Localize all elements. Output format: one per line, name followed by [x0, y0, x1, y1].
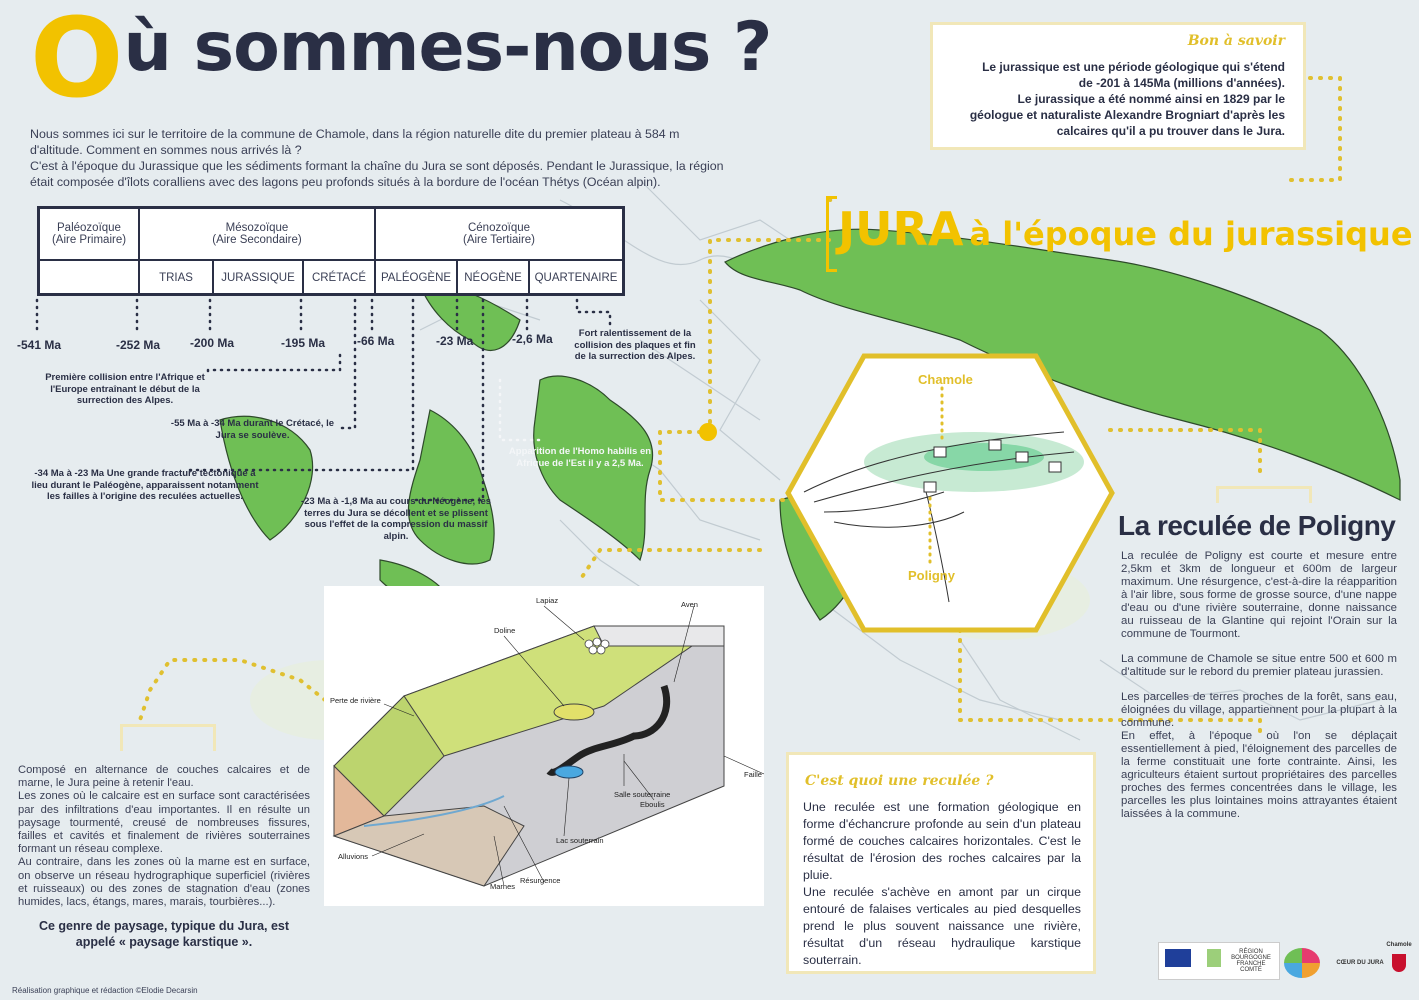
note-cretace: -55 Ma à -34 Ma durant le Crétacé, le Jura se soulève.: [170, 418, 335, 441]
ma-label: -2,6 Ma: [512, 332, 553, 346]
title-rest: ù sommes-nous ?: [123, 8, 772, 87]
bon-line: calcaires qu'il a pu trouver dans le Jura.: [1056, 124, 1285, 138]
period-jurassique: JURASSIQUE: [214, 259, 304, 293]
jura-bracket: [826, 196, 837, 272]
diagram-label-doline: Doline: [494, 626, 516, 635]
note-homo-habilis: Apparition de l'Homo habilis en Afrique de l'Est il y a 2,5 Ma.: [508, 446, 652, 469]
geologic-timeline: [37, 206, 625, 296]
period-empty: [40, 259, 140, 293]
jura-heading-small: à l'époque du jurassique: [969, 215, 1413, 253]
era-name: Mésozoïque: [225, 222, 289, 234]
karst-diagram: [324, 586, 764, 906]
diagram-label-lapiaz: Lapiaz: [536, 596, 559, 605]
region-logo-text: RÉGION BOURGOGNE FRANCHE COMTÉ: [1231, 949, 1271, 973]
note-fracture: -34 Ma à -23 Ma Une grande fracture tectonique a lieu durant le Paléogène, apparaissent notamment les failles à l'origine des reculées actuelles.: [31, 468, 259, 502]
bon-line: Le jurassique a été nommé ainsi en 1829 par le: [1017, 92, 1285, 106]
era-name: Paléozoïque: [57, 222, 121, 234]
diagram-label-resurgence: Résurgence: [520, 876, 561, 885]
karst-paragraph: Les zones où le calcaire est en surface sont caractérisées par des infiltrations d'eau importantes. Il en résulte un paysage tourmenté, creusé de nombreuses fissures, failles et cavités et finalement de rivières souterraines formant un réseau complexe.: [18, 790, 310, 856]
diagram-label-aven: Aven: [681, 600, 698, 609]
credit-line: Réalisation graphique et rédaction ©Elodie Decarsin: [12, 986, 198, 995]
diagram-label-lac: Lac souterrain: [556, 836, 604, 845]
era-cenozoic: [376, 209, 622, 259]
note-premiere-collision: Première collision entre l'Afrique et l'Europe entraînant le début de la surrection des Alpes.: [45, 372, 205, 406]
intro-text: [30, 126, 810, 190]
chamole-logo-label: Chamole: [1386, 942, 1412, 948]
diagram-label-marnes: Marnes: [490, 882, 516, 891]
karst-bracket: [120, 724, 216, 751]
leaf-icon: [1207, 949, 1221, 967]
coeur-jura-heart-icon: [1284, 948, 1320, 978]
ma-label: -200 Ma: [190, 336, 235, 350]
intro-line: Nous sommes ici sur le territoire de la commune de Chamole, dans la région naturelle dite du premier plateau à 584 m: [30, 127, 680, 141]
ma-label: -23 Ma: [436, 334, 474, 348]
ma-label: -252 Ma: [116, 338, 161, 352]
bon-line: de -201 à 145Ma (millions d'années).: [1078, 76, 1285, 90]
era-sub: (Aire Secondaire): [212, 234, 302, 246]
period-quartenaire: QUARTENAIRE: [530, 259, 622, 293]
ma-label: -541 Ma: [17, 338, 62, 352]
period-paleogene: PALÉOGÈNE: [376, 259, 458, 293]
intro-line: d'altitude. Comment en sommes nous arrivés là ?: [30, 143, 302, 157]
karst-paragraph: Composé en alternance de couches calcaires et de marne, le Jura peine à retenir l'eau.: [18, 764, 310, 790]
coeur-du-jura-logo: CŒUR DU JURA: [1336, 960, 1384, 966]
bon-a-savoir-box: [930, 22, 1306, 150]
period-neogene: NÉOGÈNE: [458, 259, 530, 293]
hexagon-bottom-label: Poligny: [908, 568, 955, 583]
diagram-label-alluvions: Alluvions: [338, 852, 369, 861]
reculee-title: La reculée de Poligny: [1118, 510, 1396, 541]
ma-label: -195 Ma: [281, 336, 326, 350]
diagram-label-perte: Perte de rivière: [330, 696, 381, 705]
quoi-paragraph: Une reculée est une formation géologique en forme d'échancrure profonde au sein d'un plateau formé de couches calcaires horizontales. C'est le résultat de l'érosion des roches calcaires par la pluie.: [803, 800, 1081, 882]
eu-flag-icon: [1165, 949, 1191, 967]
era-sub: (Aire Tertiaire): [463, 234, 535, 246]
quoi-text: [803, 799, 1081, 969]
bon-line: Le jurassique est une période géologique qui s'étend: [982, 60, 1285, 74]
karst-block-illustration: [324, 586, 764, 906]
jura-heading-big: JURA: [838, 202, 964, 256]
bon-a-savoir-title: Bon à savoir: [1187, 33, 1285, 49]
period-cretace: CRÉTACÉ: [304, 259, 376, 293]
bon-line: géologue et naturaliste Alexandre Brogniart d'après les: [969, 108, 1285, 122]
diagram-label-eboulis: Eboulis: [640, 800, 665, 809]
era-sub: (Aire Primaire): [51, 234, 127, 246]
reculee-paragraph: En effet, à l'époque où l'on se déplaçait essentiellement à pied, l'éloignement des parcelles de la ferme constituait une forte contrainte. Ainsi, les agriculteurs étaient surtout propriétaires des parcelles proches des fermes concentrées dans le village, les parcelles les plus lointaines moins attrayantes étaient laissées à la commune.: [1121, 730, 1397, 820]
era-name: Cénozoïque: [467, 222, 531, 234]
karst-paragraph: Au contraire, dans les zones où la marne est en surface, on observe un réseau hydrographique superficiel (rivières et ruisseaux) ou des zones de stagnation d'eau (zones humides, lacs, étangs, mares, marais, tourbières...).: [18, 856, 310, 909]
reculee-text: [1121, 550, 1397, 833]
era-mesozoic: [140, 209, 376, 259]
hexagon-top-label: Chamole: [918, 372, 973, 387]
diagram-label-faille: Faille: [744, 770, 762, 779]
quoi-title: C'est quoi une reculée ?: [805, 773, 994, 789]
page-title: [30, 0, 772, 122]
diagram-label-salle: Salle souterraine: [614, 790, 671, 799]
intro-line: était composée d'îlots coralliens avec des lagons peu profonds situés à la bordure de l'océan Thétys (Océan alpin).: [30, 175, 661, 189]
reculee-bracket: [1216, 486, 1312, 503]
quoi-paragraph: Une reculée s'achève en amont par un cirque entouré de falaises verticales au pied desquelles prend le plus souvent naissance une rivière, résultat d'un réseau hydraulique karstique souterrain.: [803, 885, 1081, 967]
karst-conclusion: Ce genre de paysage, typique du Jura, est appelé « paysage karstique ».: [38, 919, 290, 949]
title-first-letter: O: [30, 0, 124, 122]
era-paleozoic: [40, 209, 140, 259]
hexagon-map: [784, 352, 1116, 634]
partner-logos: [1158, 940, 1412, 996]
reculee-paragraph: La commune de Chamole se situe entre 500 et 600 m d'altitude sur le rebord du premier plateau jurassien.: [1121, 653, 1397, 678]
reculee-paragraph: La reculée de Poligny est courte et mesure entre 2,5km et 3km de longueur et 600m de largeur maximum. Une résurgence, c'est-à-dire la réapparition à l'air libre, sous forme de grosse source, d'une nappe d'eau ou d'une rivière souterraine, donne naissance au ruisseau de la Glantine qui rejoint l'Orain sur la commune de Tourmont.: [1121, 550, 1397, 640]
ma-label: -66 Ma: [357, 334, 395, 348]
quoi-box: [786, 752, 1096, 974]
note-neogene: -23 Ma à -1,8 Ma au cours du Néogène, les terres du Jura se décollent et se plissent sous l'effet de la compression du massif alpin.: [300, 496, 492, 542]
period-trias: TRIAS: [140, 259, 214, 293]
eu-region-logo: [1158, 942, 1280, 980]
bon-a-savoir-text: [945, 59, 1285, 139]
chamole-coat-of-arms-icon: [1392, 954, 1406, 972]
intro-line: C'est à l'époque du Jurassique que les sédiments formant la chaîne du Jura se sont déposés. Pendant le Jurassique, la région: [30, 159, 724, 173]
reculee-paragraph: Les parcelles de terres proches de la forêt, sans eau, éloignées du village, appartiennent pour la plupart à la commune.: [1121, 691, 1397, 729]
jura-heading: [838, 202, 1413, 256]
note-fort-ralentissement: Fort ralentissement de la collision des plaques et fin de la surrection des Alpes.: [574, 328, 696, 362]
karst-text: [18, 764, 310, 909]
